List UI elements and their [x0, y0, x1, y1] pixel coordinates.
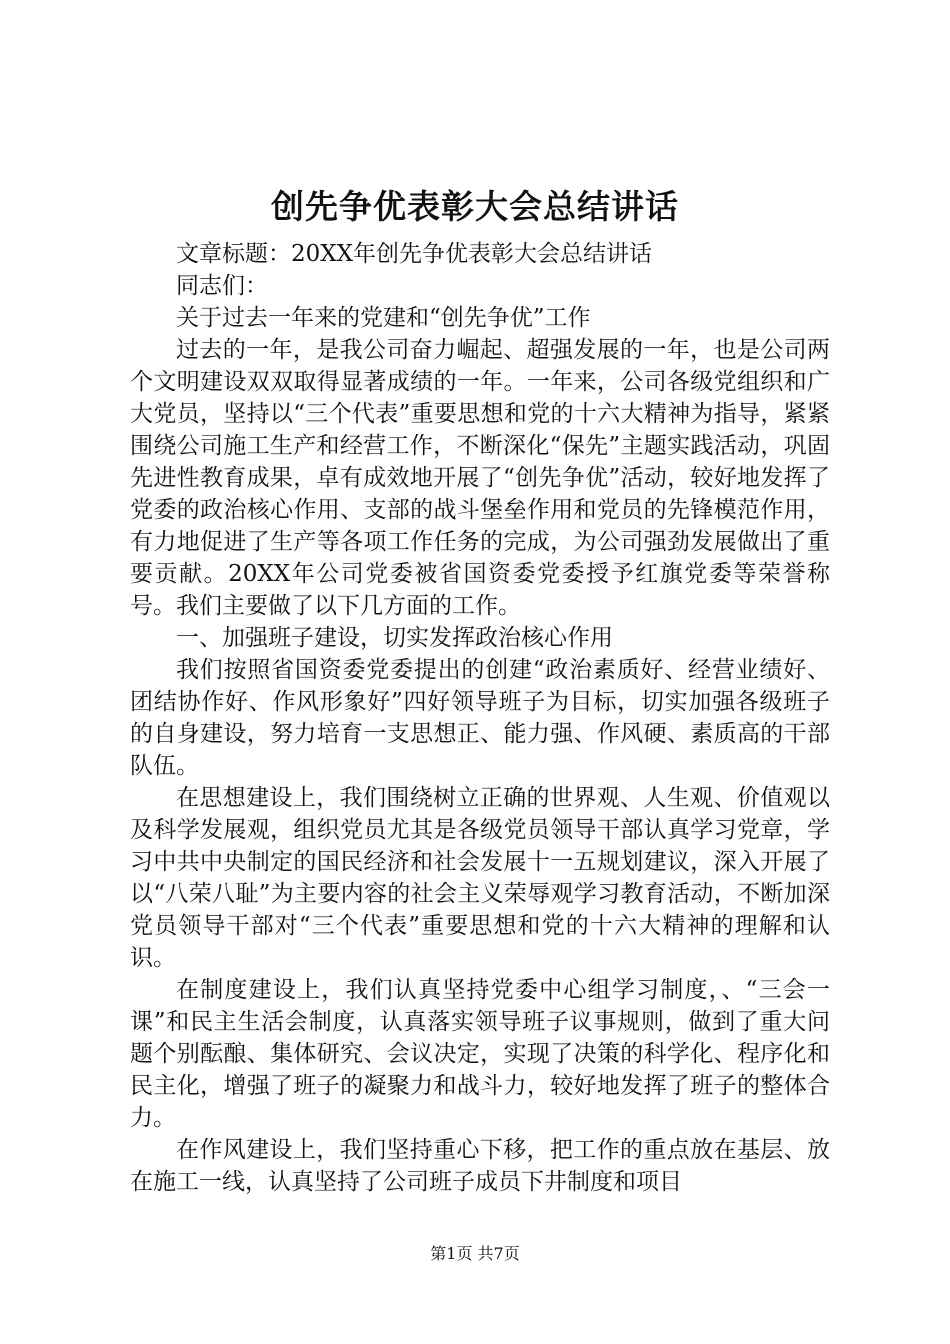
paragraph-body: 我们按照省国资委党委提出的创建“政治素质好、经营业绩好、团结协作好、作风形象好”四好领导班子为目标，切实加强各级班子的自身建设，努力培育一支思想正、能力强、作风硬、素质高的干部队伍。 — [130, 657, 830, 779]
paragraph-body: 过去的一年，是我公司奋力崛起、超强发展的一年，也是公司两个文明建设双双取得显著成绩的一年。一年来，公司各级党组织和广大党员，坚持以“三个代表”重要思想和党的十六大精神为指导，紧紧围绕公司施工生产和经营工作，不断深化“保先”主题实践活动，巩固先进性教育成果，卓有成效地开展了“创先争优”活动，较好地发挥了党委的政治核心作用、支部的战斗堡垒作用和党员的先锋模范作用，有力地促进了生产等各项工作任务的完成，为公司强劲发展做出了重要贡献。20XX年公司党委被省国资委党委授予红旗党委等荣誉称号。我们主要做了以下几方面的工作。 — [130, 337, 830, 619]
page-number-footer: 第1页 共7页 — [430, 1244, 520, 1263]
paragraph-salutation: 同志们： — [176, 273, 268, 299]
paragraph-article-title: 文章标题：20XX年创先争优表彰大会总结讲话 — [176, 241, 653, 267]
paragraph-subject: 关于过去一年来的党建和“创先争优”工作 — [176, 305, 591, 331]
document-body — [130, 238, 830, 1198]
paragraph-body: 在制度建设上，我们认真坚持党委中心组学习制度，、“三会一课”和民主生活会制度，认真落实领导班子议事规则，做到了重大问题个别酝酿、集体研究、会议决定，实现了决策的科学化、程序化和民主化，增强了班子的凝聚力和战斗力，较好地发挥了班子的整体合力。 — [130, 977, 830, 1131]
section-heading: 一、加强班子建设，切实发挥政治核心作用 — [176, 625, 613, 651]
paragraph-body: 在思想建设上，我们围绕树立正确的世界观、人生观、价值观以及科学发展观，组织党员尤其是各级党员领导干部认真学习党章，学习中共中央制定的国民经济和社会发展十一五规划建议，深入开展了以“八荣八耻”为主要内容的社会主义荣辱观学习教育活动，不断加深党员领导干部对“三个代表”重要思想和党的十六大精神的理解和认识。 — [130, 785, 830, 971]
document-title: 创先争优表彰大会总结讲话 — [271, 187, 679, 226]
paragraph-body: 在作风建设上，我们坚持重心下移，把工作的重点放在基层、放在施工一线，认真坚持了公司班子成员下井制度和项目 — [130, 1137, 830, 1195]
